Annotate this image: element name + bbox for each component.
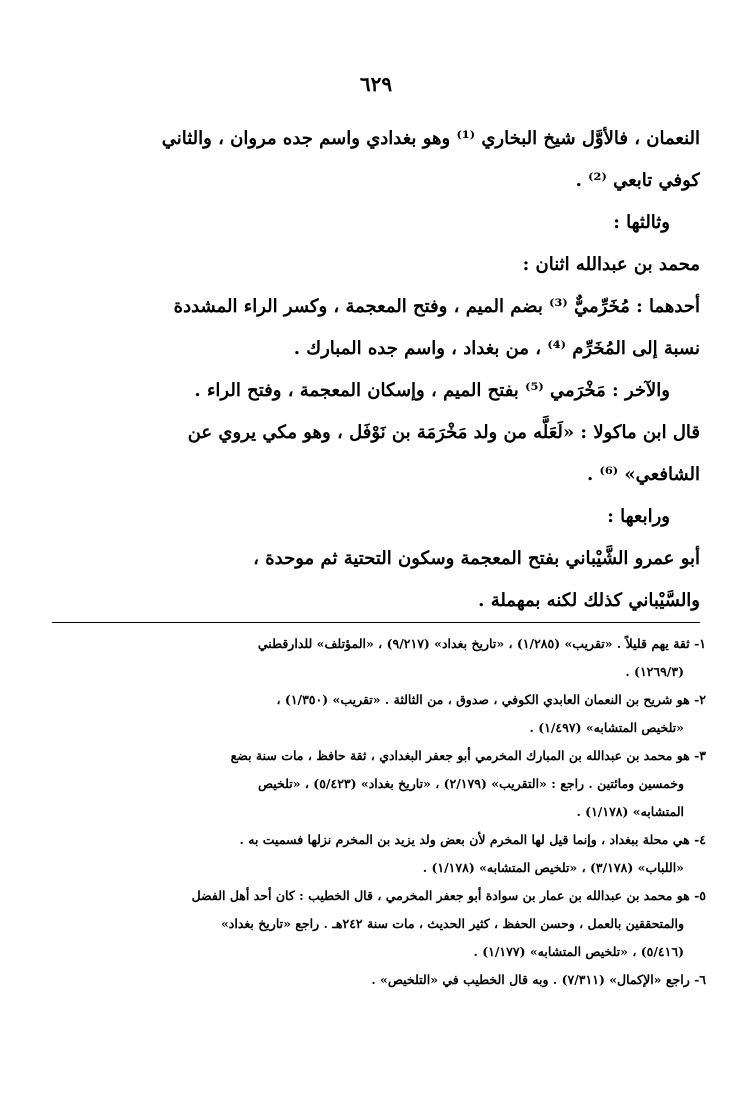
text-line: قال ابن ماكولا : «لَعَلَّه من ولد مَخْرَمَة بن نَوْفَل ، وهو مكي يروي عن (187, 422, 700, 443)
text-line: كوفي تابعي ⁽²⁾ . (575, 170, 700, 191)
footnotes (46, 630, 706, 994)
text-line: محمد بن عبدالله اثنان : (522, 254, 700, 275)
section-heading: ورابعها : (607, 506, 670, 527)
footnote-divider (52, 622, 700, 623)
text-line: والآخر : مَخْرَمي ⁽⁵⁾ بفتح الميم ، وإسكان المعجمة ، وفتح الراء . (194, 380, 670, 401)
section-heading: وثالثها : (613, 212, 670, 233)
footnote-line: ٤- هي محلة ببغداد ، وإنما قيل لها المخرم لأن بعض ولد يزيد بن المخرم نزلها فسميت به . (239, 832, 706, 847)
footnote-line: (١٢٦٩/٣) . (625, 664, 684, 679)
footnote-line: وخمسين ومائتين . راجع : «التقريب» (٢/١٧٩) ، «تاريخ بغداد» (٥/٤٢٣) ، «تلخيص (257, 776, 684, 791)
text-line: نسبة إلى المُخَرِّم ⁽⁴⁾ ، من بغداد ، واسم جده المبارك . (293, 338, 700, 359)
text-line: الشافعي» ⁽⁶⁾ . (587, 464, 700, 485)
footnote-line: المتشابه» (١/١٧٨) . (576, 804, 684, 819)
footnote-line: ١- ثقة يهم قليلاً . «تقريب» (١/٢٨٥) ، «تاريخ بغداد» (٩/٢١٧) ، «المؤتلف» للدارقطني (257, 636, 706, 651)
text-line: أحدهما : مُخَرِّميٌّ ⁽³⁾ بضم الميم ، وفتح المعجمة ، وكسر الراء المشددة (173, 296, 700, 317)
footnote-line: ٦- راجع «الإكمال» (٧/٣١١) . وبه قال الخطيب في «التلخيص» . (371, 972, 706, 987)
text-line: أبو عمرو الشَّيْباني بفتح المعجمة وسكون التحتية ثم موحدة ، (253, 548, 700, 569)
page-number: ٦٢٩ (359, 72, 393, 96)
footnote-line: «اللباب» (٣/١٧٨) ، «تلخيص المتشابه» (١/١٧٨) . (422, 860, 684, 875)
footnote-line: ٣- هو محمد بن عبدالله بن المبارك المخرمي أبو جعفر البغدادي ، ثقة حافظ ، مات سنة بضع (230, 748, 706, 763)
text-line: النعمان ، فالأوَّل شيخ البخاري ⁽¹⁾ وهو بغدادي واسم جده مروان ، والثاني (161, 128, 700, 149)
footnote-line: ٥- هو محمد بن عبدالله بن عمار بن سوادة أبو جعفر المخرمي ، قال الخطيب : كان أحد أهل الفضل (191, 888, 706, 903)
footnote-line: (٥/٤١٦) ، «تلخيص المتشابه» (١/١٧٧) . (473, 944, 684, 959)
footnote-line: «تلخيص المتشابه» (١/٤٩٧) . (529, 720, 684, 735)
main-text (52, 118, 700, 622)
footnote-line: ٢- هو شريح بن النعمان العابدي الكوفي ، صدوق ، من الثالثة . «تقريب» (١/٣٥٠) ، (276, 692, 706, 707)
text-line: والسَّيْباني كذلك لكنه بمهملة . (478, 590, 700, 611)
footnote-line: والمتحققين بالعمل ، وحسن الحفظ ، كثير الحديث ، مات سنة ٢٤٢هـ . راجع «تاريخ بغداد» (220, 916, 684, 931)
